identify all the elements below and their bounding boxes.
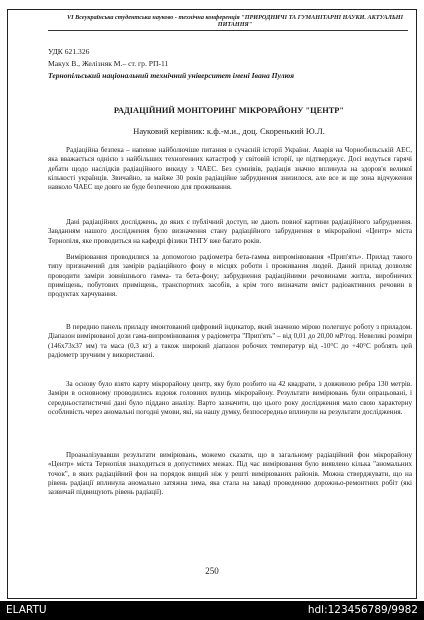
paragraph-5: За основу було взято карту мікрорайону центр, яку було розбито на 42 квадрати, з довжиною ребра 130 метрів. Заміри в основному проводились вздовж головних вулиць мікрорайону. Результати вимірювань були опрацьовані, і середньостатистичні дані було піддано аналізу. Варто зазначити, що цього року дослідження мало свою характерну особливість через аномальні погодні умови, які, на нашу думку, безпосередньо вплинули на результати дослідження. [48, 380, 412, 416]
header-rule [48, 30, 408, 31]
paragraph-6: Проаналізувавши результати вимірювань, можемо сказати, що в загальному радіаційний фон мікрорайону «Центр» міста Тернопіля знаходиться в допустимих межах. Під час вимірювання було виявлено кілька "аномальних точок", в яких радіаційний фон на порядок вищий ніж у решті вимірюваних районів. Можна стверджувати, що на рівень радіації вплинула аномально затяжна зима, яка стала на заваді проведенню дорожньо-ремонтних робіт (які зазвичай підвищують рівень радіації). [48, 451, 412, 497]
paragraph-3: Вимірювання проводилися за допомогою радіометра бета-гамма випромінювання «Прип'ять». Прилад такого типу призначений для замірів радіаційного фону в місцях роботи і проживання людей. Даний прилад дозволяє проводити заміри зовнішнього гамма- та бета-фону; забруднення радіаційними речовинами житла, виробничих приміщень, побутових приміщень, транспортних засобів, а крім того визначати вміст радіоактивних речовин в продуктах харчування. [48, 253, 412, 299]
footer-repository: ELARTU [6, 604, 47, 616]
paragraph-2: Дані радіаційних досліджень, до яких є публічний доступ, не дають повної картини радіаційного забруднення. Завданням нашого дослідження було визначення стану радіаційного забруднення в мікрорайоні «Центр» міста Тернопіля, яке проводиться на кафедрі фізики ТНТУ вже багато років. [48, 218, 412, 245]
paragraph-1: Радіаційна безпека – напевне найболючіше питання в сучасній історії України. Аварія на Чорнобильській АЕС, яка вважається однією з найбільших техногенних катастроф у світовій історії, це підтверджує. Досі ведуться гарячі дебати щодо наслідків радіаційного викиду з ЧАЕС. Без сумнівів, радіація значно вплинула на здоров'я великої кількості українців. Звичайно, за майже 30 років радіаційне забруднення знизилося, але все ж ще зона відчуження навколо ЧАЕС ще довго не буде безпечною для проживання. [48, 146, 412, 192]
university: Тернопільський національний технічний університет імені Івана Пулюя [48, 71, 295, 80]
page-number: 250 [205, 566, 219, 576]
article-title: РАДІАЦІЙНИЙ МОНІТОРИНГ МІКРОРАЙОНУ "ЦЕНТР" [113, 106, 345, 115]
supervisor-line: Науковий керівник: к.ф.-м.и., доц. Скоренький Ю.Л. [133, 126, 325, 136]
page-frame [7, 9, 417, 599]
footer-bar [0, 601, 424, 620]
authors: Макух В., Желізняк М.– ст. гр. РП-11 [48, 59, 169, 68]
udc-code: УДК 621.326 [48, 47, 90, 56]
paragraph-4: В передню панель приладу вмонтований цифровий індикатор, який значною мірою полегшує роботу з приладом. Діапазон вимірюваної дози гама-випромінювання у радіометра "Прип'ять" – від 0,01 до 20,00 мР/год. Невеликі розміри (146х73х37 мм) та маса (0,3 кг) а також широкий діапазон робочих температур від -10°С до +40°С роблять цей радіометр зручним у використанні. [48, 323, 412, 359]
footer-handle: hdl:123456789/9982 [307, 604, 418, 616]
conference-header: VI Всеукраїнська студентська науково - технічна конференція "ПРИРОДНИЧІ ТА ГУМАНІТАРНІ НАУКИ. АКТУАЛЬНІ ПИТАННЯ" [66, 14, 403, 29]
